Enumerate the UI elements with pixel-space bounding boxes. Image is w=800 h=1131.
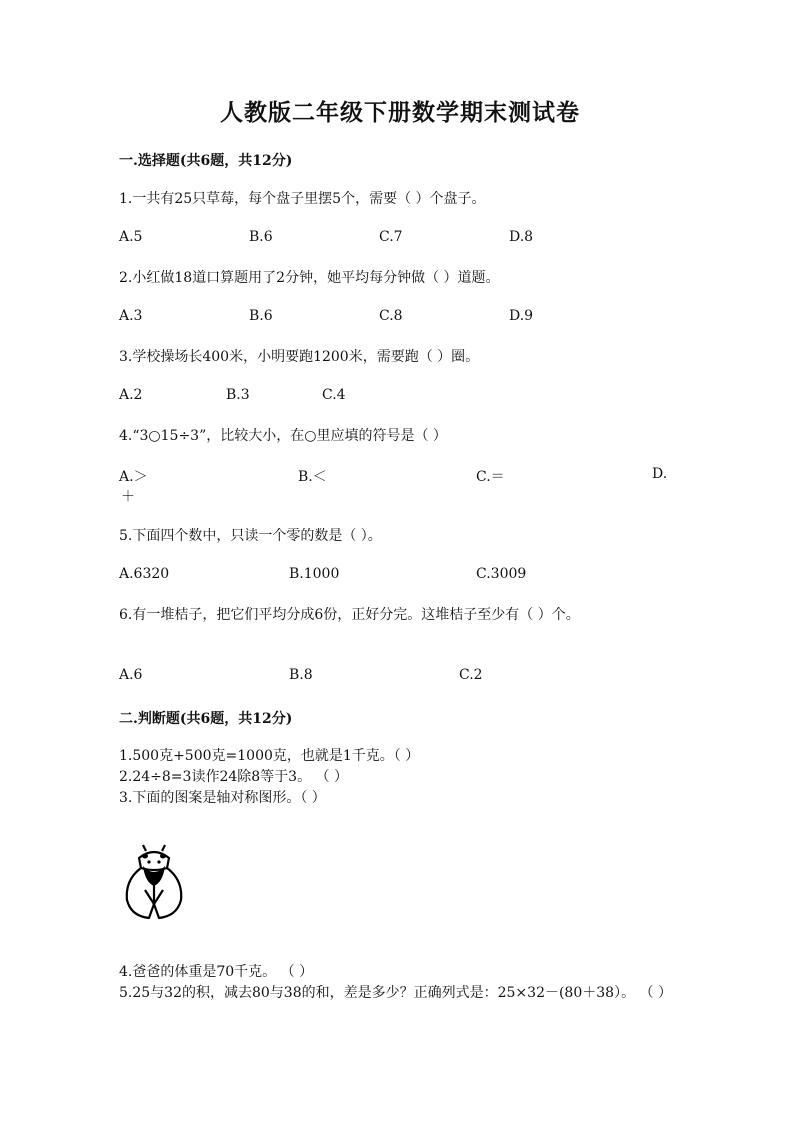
q5-option-a: A.6320 bbox=[119, 566, 170, 582]
q4-option-b: B.＜ bbox=[298, 469, 327, 485]
question-2: 2.小红做18道口算题用了2分钟，她平均每分钟做（ ）道题。 bbox=[119, 270, 500, 286]
q2-option-a: A.3 bbox=[119, 308, 143, 324]
question-1: 1.一共有25只草莓，每个盘子里摆5个，需要（ ）个盘子。 bbox=[119, 191, 486, 207]
q4-option-d: D. bbox=[652, 466, 668, 482]
q1-option-b: B.6 bbox=[249, 229, 273, 245]
judge-question-1: 1.500克+500克=1000克，也就是1千克。（ ） bbox=[119, 748, 420, 764]
q4-option-d-symbol: ＋ bbox=[121, 489, 135, 505]
q1-option-c: C.7 bbox=[379, 229, 403, 245]
judge-question-3: 3.下面的图案是轴对称图形。（ ） bbox=[119, 790, 326, 806]
judge-question-2: 2.24÷8=3读作24除8等于3。 （ ） bbox=[119, 769, 348, 785]
section-heading-choice: 一.选择题(共6题，共12分) bbox=[119, 153, 293, 169]
q6-option-a: A.6 bbox=[119, 667, 143, 683]
judge-question-4: 4.爸爸的体重是70千克。 （ ） bbox=[119, 964, 314, 980]
q3-option-b: B.3 bbox=[226, 387, 250, 403]
q5-option-c: C.3009 bbox=[476, 566, 527, 582]
q1-option-d: D.8 bbox=[509, 229, 534, 245]
question-4: 4.“3○15÷3”，比较大小，在○里应填的符号是（ ） bbox=[119, 428, 447, 444]
question-5: 5.下面四个数中，只读一个零的数是（ ）。 bbox=[119, 528, 382, 544]
judge-question-5: 5.25与32的积，减去80与38的和，差是多少？正确列式是：25×32－(80＋38）。 （ ） bbox=[119, 985, 672, 1001]
q2-option-b: B.6 bbox=[249, 308, 273, 324]
question-3: 3.学校操场长400米，小明要跑1200米，需要跑（ ）圈。 bbox=[119, 349, 480, 365]
q6-option-c: C.2 bbox=[459, 667, 483, 683]
question-6: 6.有一堆桔子，把它们平均分成6份，正好分完。这堆桔子至少有（ ）个。 bbox=[119, 607, 580, 623]
q5-option-b: B.1000 bbox=[289, 566, 340, 582]
q2-option-c: C.8 bbox=[379, 308, 403, 324]
q3-option-c: C.4 bbox=[322, 387, 346, 403]
cicada-icon bbox=[119, 842, 189, 922]
q3-option-a: A.2 bbox=[119, 387, 143, 403]
q4-option-a: A.＞ bbox=[119, 469, 148, 485]
section-heading-judge: 二.判断题(共6题，共12分) bbox=[119, 711, 293, 727]
q2-option-d: D.9 bbox=[509, 308, 534, 324]
q1-option-a: A.5 bbox=[119, 229, 143, 245]
q6-option-b: B.8 bbox=[289, 667, 313, 683]
q4-option-c: C.＝ bbox=[476, 469, 505, 485]
page-title: 人教版二年级下册数学期末测试卷 bbox=[220, 99, 580, 126]
